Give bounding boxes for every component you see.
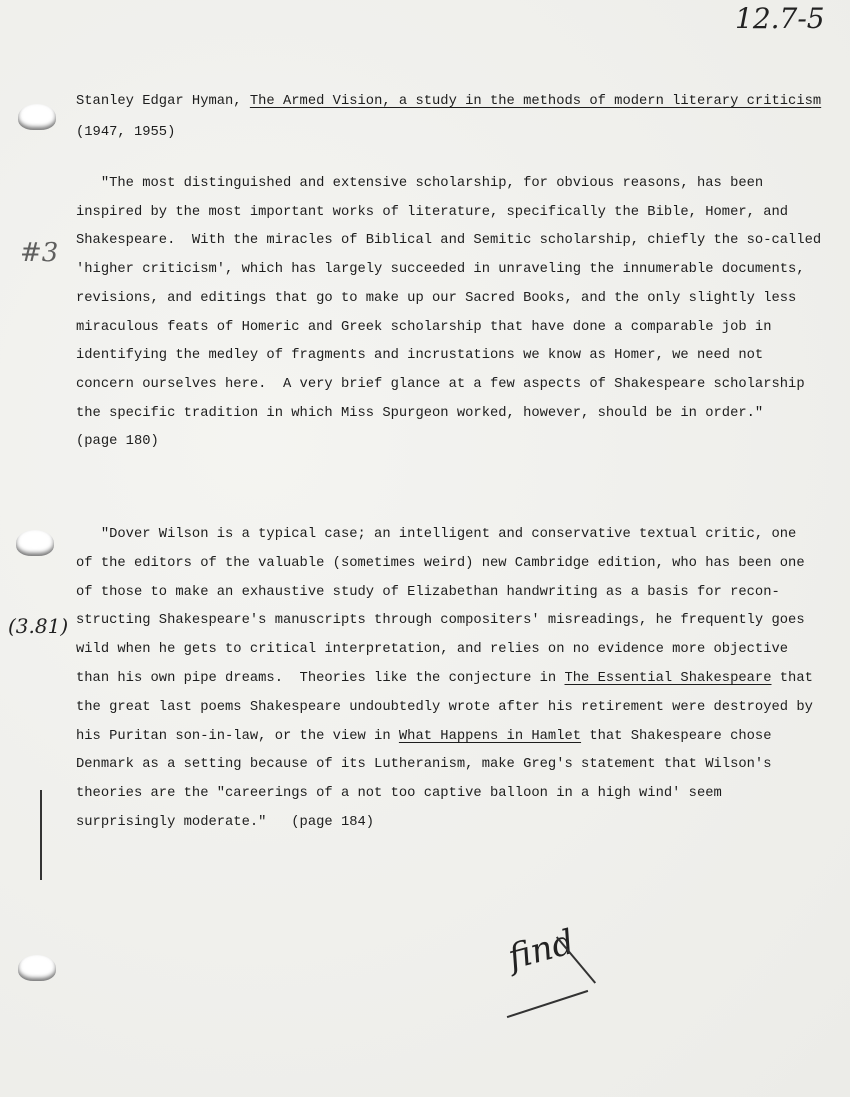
text-segment: (page 180) <box>76 434 159 450</box>
underlined-title: What Happens in Hamlet <box>398 728 582 744</box>
text-segment: surprisingly moderate." (page 184) <box>76 815 375 830</box>
quote-line <box>76 289 796 309</box>
text-segment: Stanley Edgar Hyman, <box>76 94 250 109</box>
quote-line <box>76 375 805 395</box>
text-segment: than his own pipe dreams. Theories like the conjecture in <box>76 671 565 686</box>
text-segment: (1947, 1955) <box>76 125 176 140</box>
underlined-title: The Essential Shakespeare <box>564 671 772 686</box>
quote-line <box>76 611 805 631</box>
text-segment: of the editors of the valuable (sometimes weird) new Cambridge edition, who has been one <box>76 555 805 571</box>
quote-line <box>76 813 374 833</box>
quote-line <box>76 260 805 280</box>
text-segment: his Puritan son-in-law, or the view in <box>76 728 399 744</box>
quote-line <box>76 727 772 747</box>
text-segment: that <box>771 671 813 686</box>
quote-line <box>76 404 763 424</box>
quote-line <box>76 432 159 452</box>
text-segment: the specific tradition in which Miss Spurgeon worked, however, should be in order." <box>76 405 764 421</box>
text-segment: identifying the medley of fragments and incrustations we know as Homer, we need not <box>76 348 764 364</box>
quote-line <box>76 755 771 775</box>
quote-line <box>76 231 821 251</box>
quote-line <box>76 669 813 689</box>
text-segment: that Shakespeare chose <box>581 728 772 744</box>
quote-line <box>76 698 813 718</box>
quote-line <box>76 525 796 545</box>
text-segment: 'higher criticism', which has largely succeeded in unraveling the innumerable documents, <box>76 262 805 278</box>
text-segment: Shakespeare. With the miracles of Biblical and Semitic scholarship, chiefly the so-called <box>76 233 822 249</box>
punch-hole <box>16 530 54 556</box>
quote-line <box>76 174 763 194</box>
text-segment: miraculous feats of Homeric and Greek scholarship that have done a comparable job in <box>76 319 772 335</box>
handwritten-margin-note: #3 <box>20 238 59 268</box>
text-segment: "The most distinguished and extensive scholarship, for obvious reasons, has been <box>76 176 764 191</box>
quote-line <box>76 583 780 603</box>
citation-line <box>76 92 821 112</box>
text-segment: of those to make an exhaustive study of Elizabethan handwriting as a basis for recon- <box>76 584 780 600</box>
text-segment: concern ourselves here. A very brief glance at a few aspects of Shakespeare scholarship <box>76 376 805 392</box>
punch-hole <box>18 955 56 981</box>
quote-line <box>76 554 805 574</box>
margin-line-mark <box>40 790 42 880</box>
handwritten-page-number: 12.7-5 <box>735 2 825 35</box>
underlined-title: The Armed Vision, a study in the methods of modern literary criticism <box>249 94 822 109</box>
quote-line <box>76 203 788 223</box>
quote-line <box>76 640 788 660</box>
text-segment: revisions, and editings that go to make up our Sacred Books, and the only slightly less <box>76 290 797 306</box>
text-segment: the great last poems Shakespeare undoubtedly wrote after his retirement were destroyed by <box>76 699 813 715</box>
quote-line <box>76 784 722 804</box>
text-segment: structing Shakespeare's manuscripts through compositers' misreadings, he frequently goes <box>76 613 805 629</box>
text-segment: Denmark as a setting because of its Lutheranism, make Greg's statement that Wilson's <box>76 757 772 773</box>
text-segment: theories are the "careerings of a not too captive balloon in a high wind' seem <box>76 786 722 802</box>
text-segment: wild when he gets to critical interpretation, and relies on no evidence more objective <box>76 642 789 658</box>
punch-hole <box>18 104 56 130</box>
quote-line <box>76 346 763 366</box>
handwritten-signature: find <box>503 922 579 978</box>
text-segment: "Dover Wilson is a typical case; an intelligent and conservative textual critic, one <box>76 527 797 542</box>
text-segment: inspired by the most important works of literature, specifically the Bible, Homer, and <box>76 204 789 220</box>
quote-line <box>76 318 771 338</box>
citation-line <box>76 123 175 143</box>
handwritten-margin-note: (3.81) <box>8 614 69 638</box>
